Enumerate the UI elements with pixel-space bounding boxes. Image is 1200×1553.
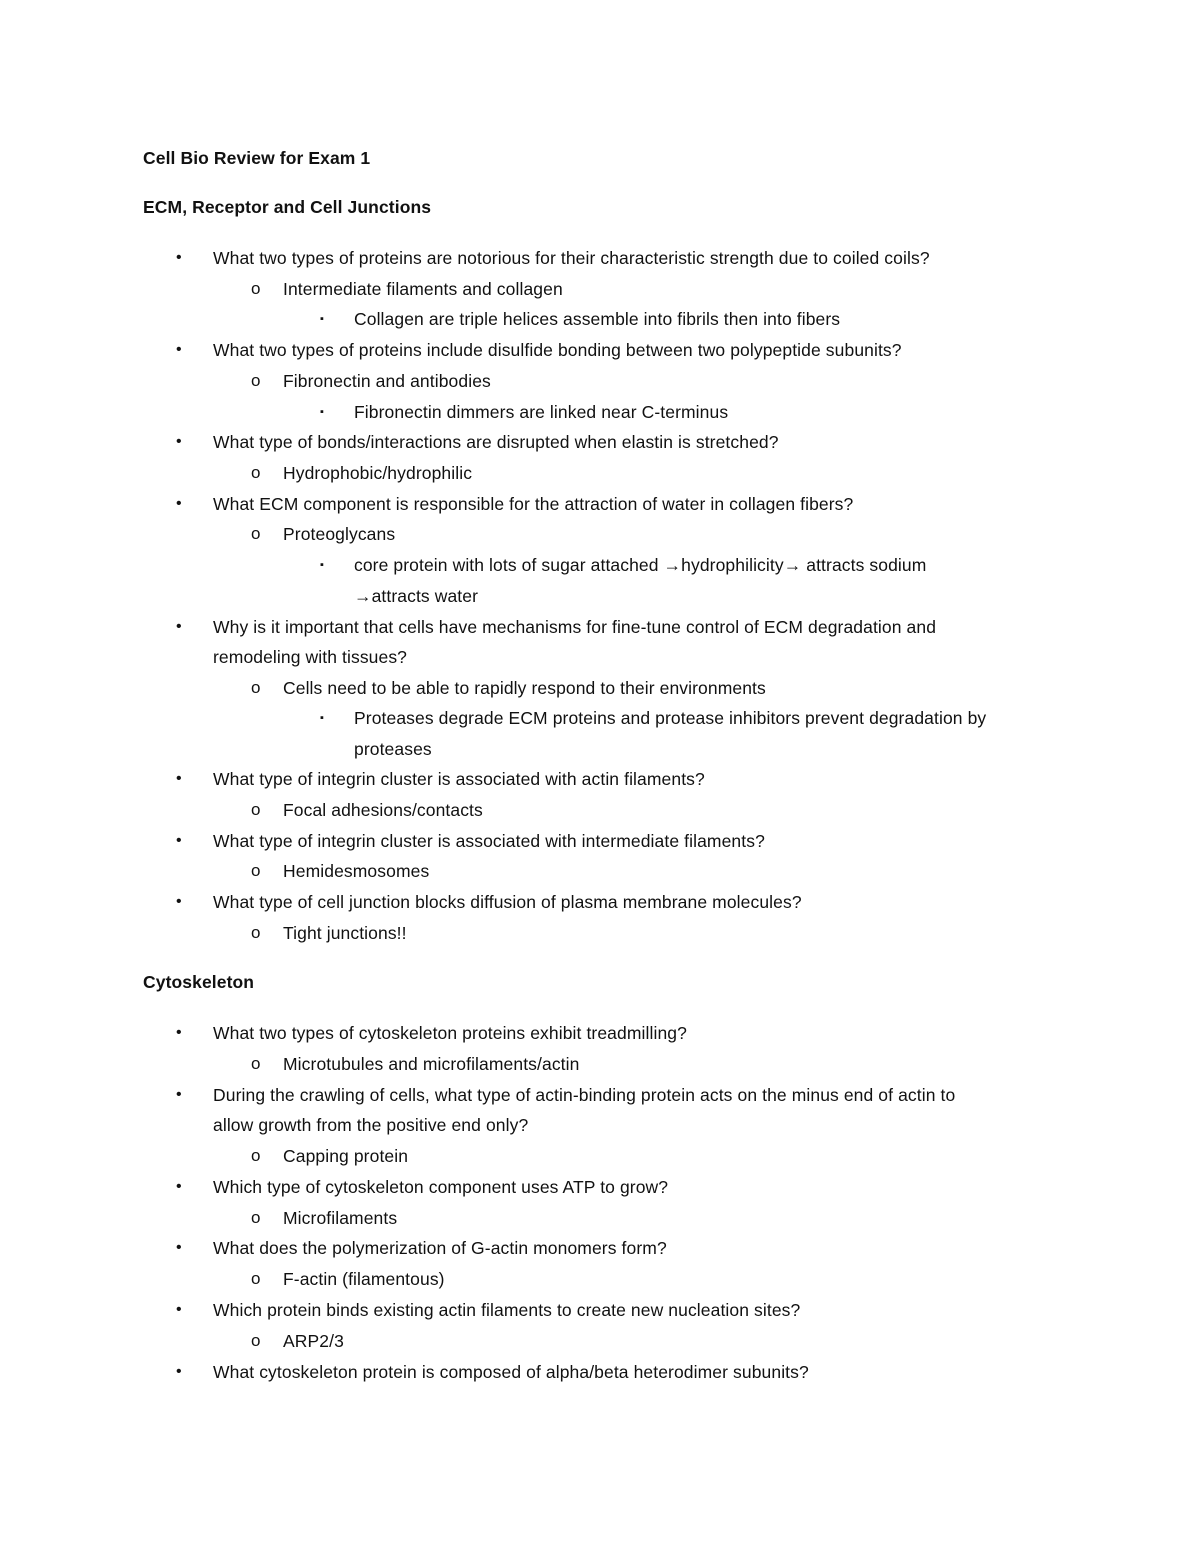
sub-sub-bullet-marker: ▪: [320, 559, 324, 571]
list-item: Microtubules and microfilaments/actin: [283, 1054, 580, 1074]
bullet-marker: •: [176, 893, 182, 910]
list-item: Which type of cytoskeleton component uses ATP to grow?: [213, 1177, 669, 1197]
list-item: Capping protein: [283, 1146, 409, 1166]
bullet-marker: •: [176, 1086, 182, 1103]
list-item-continuation: proteases: [354, 739, 432, 759]
list-item: Which protein binds existing actin filaments to create new nucleation sites?: [213, 1300, 801, 1320]
list-item: Intermediate filaments and collagen: [283, 279, 563, 299]
bullet-marker: •: [176, 1178, 182, 1195]
list-item: What type of cell junction blocks diffusion of plasma membrane molecules?: [213, 892, 802, 912]
list-item: Hemidesmosomes: [283, 861, 430, 881]
sub-bullet-marker: o: [251, 800, 261, 819]
list-item: core protein with lots of sugar attached →hydrophilicity→ attracts sodium: [354, 555, 927, 575]
list-item: F-actin (filamentous): [283, 1269, 445, 1289]
list-item-continuation: remodeling with tissues?: [213, 647, 408, 667]
list-item: Cells need to be able to rapidly respond to their environments: [283, 678, 766, 698]
bullet-marker: •: [176, 1301, 182, 1318]
sub-bullet-marker: o: [251, 371, 261, 390]
list-item: What two types of proteins are notorious for their characteristic strength due to coiled coils?: [213, 248, 930, 268]
list-item: Proteases degrade ECM proteins and protease inhibitors prevent degradation by: [354, 708, 987, 728]
bullet-marker: •: [176, 495, 182, 512]
sub-bullet-marker: o: [251, 678, 261, 697]
list-item: What does the polymerization of G-actin monomers form?: [213, 1238, 667, 1258]
bullet-marker: •: [176, 341, 182, 358]
list-item: During the crawling of cells, what type of actin-binding protein acts on the minus end of actin to: [213, 1085, 956, 1105]
list-item: Proteoglycans: [283, 524, 396, 544]
sub-sub-bullet-marker: ▪: [320, 712, 324, 724]
list-item: What ECM component is responsible for the attraction of water in collagen fibers?: [213, 494, 854, 514]
bullet-marker: •: [176, 433, 182, 450]
list-item: Why is it important that cells have mechanisms for fine-tune control of ECM degradation and: [213, 617, 937, 637]
section-heading-ecm: ECM, Receptor and Cell Junctions: [143, 197, 432, 217]
bullet-marker: •: [176, 832, 182, 849]
sub-bullet-marker: o: [251, 1208, 261, 1227]
list-item: Collagen are triple helices assemble into fibrils then into fibers: [354, 309, 841, 329]
list-item: What two types of proteins include disulfide bonding between two polypeptide subunits?: [213, 340, 902, 360]
sub-bullet-marker: o: [251, 923, 261, 942]
sub-bullet-marker: o: [251, 279, 261, 298]
list-item: What two types of cytoskeleton proteins exhibit treadmilling?: [213, 1023, 687, 1043]
list-item: Microfilaments: [283, 1208, 398, 1228]
bullet-marker: •: [176, 1239, 182, 1256]
sub-bullet-marker: o: [251, 1269, 261, 1288]
list-item: ARP2/3: [283, 1331, 344, 1351]
sub-sub-bullet-marker: ▪: [320, 406, 324, 418]
list-item: What type of bonds/interactions are disrupted when elastin is stretched?: [213, 432, 779, 452]
list-item: Fibronectin dimmers are linked near C-terminus: [354, 402, 729, 422]
list-item-continuation: allow growth from the positive end only?: [213, 1115, 529, 1135]
sub-bullet-marker: o: [251, 524, 261, 543]
sub-bullet-marker: o: [251, 1146, 261, 1165]
list-item: Focal adhesions/contacts: [283, 800, 483, 820]
bullet-marker: •: [176, 1363, 182, 1380]
list-item: What type of integrin cluster is associated with actin filaments?: [213, 769, 705, 789]
section-heading-cytoskeleton: Cytoskeleton: [143, 972, 255, 992]
list-item: Hydrophobic/hydrophilic: [283, 463, 473, 483]
sub-bullet-marker: o: [251, 463, 261, 482]
list-item: Tight junctions!!: [283, 923, 407, 943]
sub-bullet-marker: o: [251, 1054, 261, 1073]
list-item: What type of integrin cluster is associated with intermediate filaments?: [213, 831, 765, 851]
bullet-marker: •: [176, 249, 182, 266]
bullet-marker: •: [176, 1024, 182, 1041]
sub-bullet-marker: o: [251, 1331, 261, 1350]
document-title: Cell Bio Review for Exam 1: [143, 148, 371, 168]
bullet-marker: •: [176, 770, 182, 787]
list-item: What cytoskeleton protein is composed of alpha/beta heterodimer subunits?: [213, 1362, 809, 1382]
list-item-continuation: →attracts water: [354, 586, 479, 606]
bullet-marker: •: [176, 618, 182, 635]
sub-sub-bullet-marker: ▪: [320, 313, 324, 325]
sub-bullet-marker: o: [251, 861, 261, 880]
list-item: Fibronectin and antibodies: [283, 371, 491, 391]
